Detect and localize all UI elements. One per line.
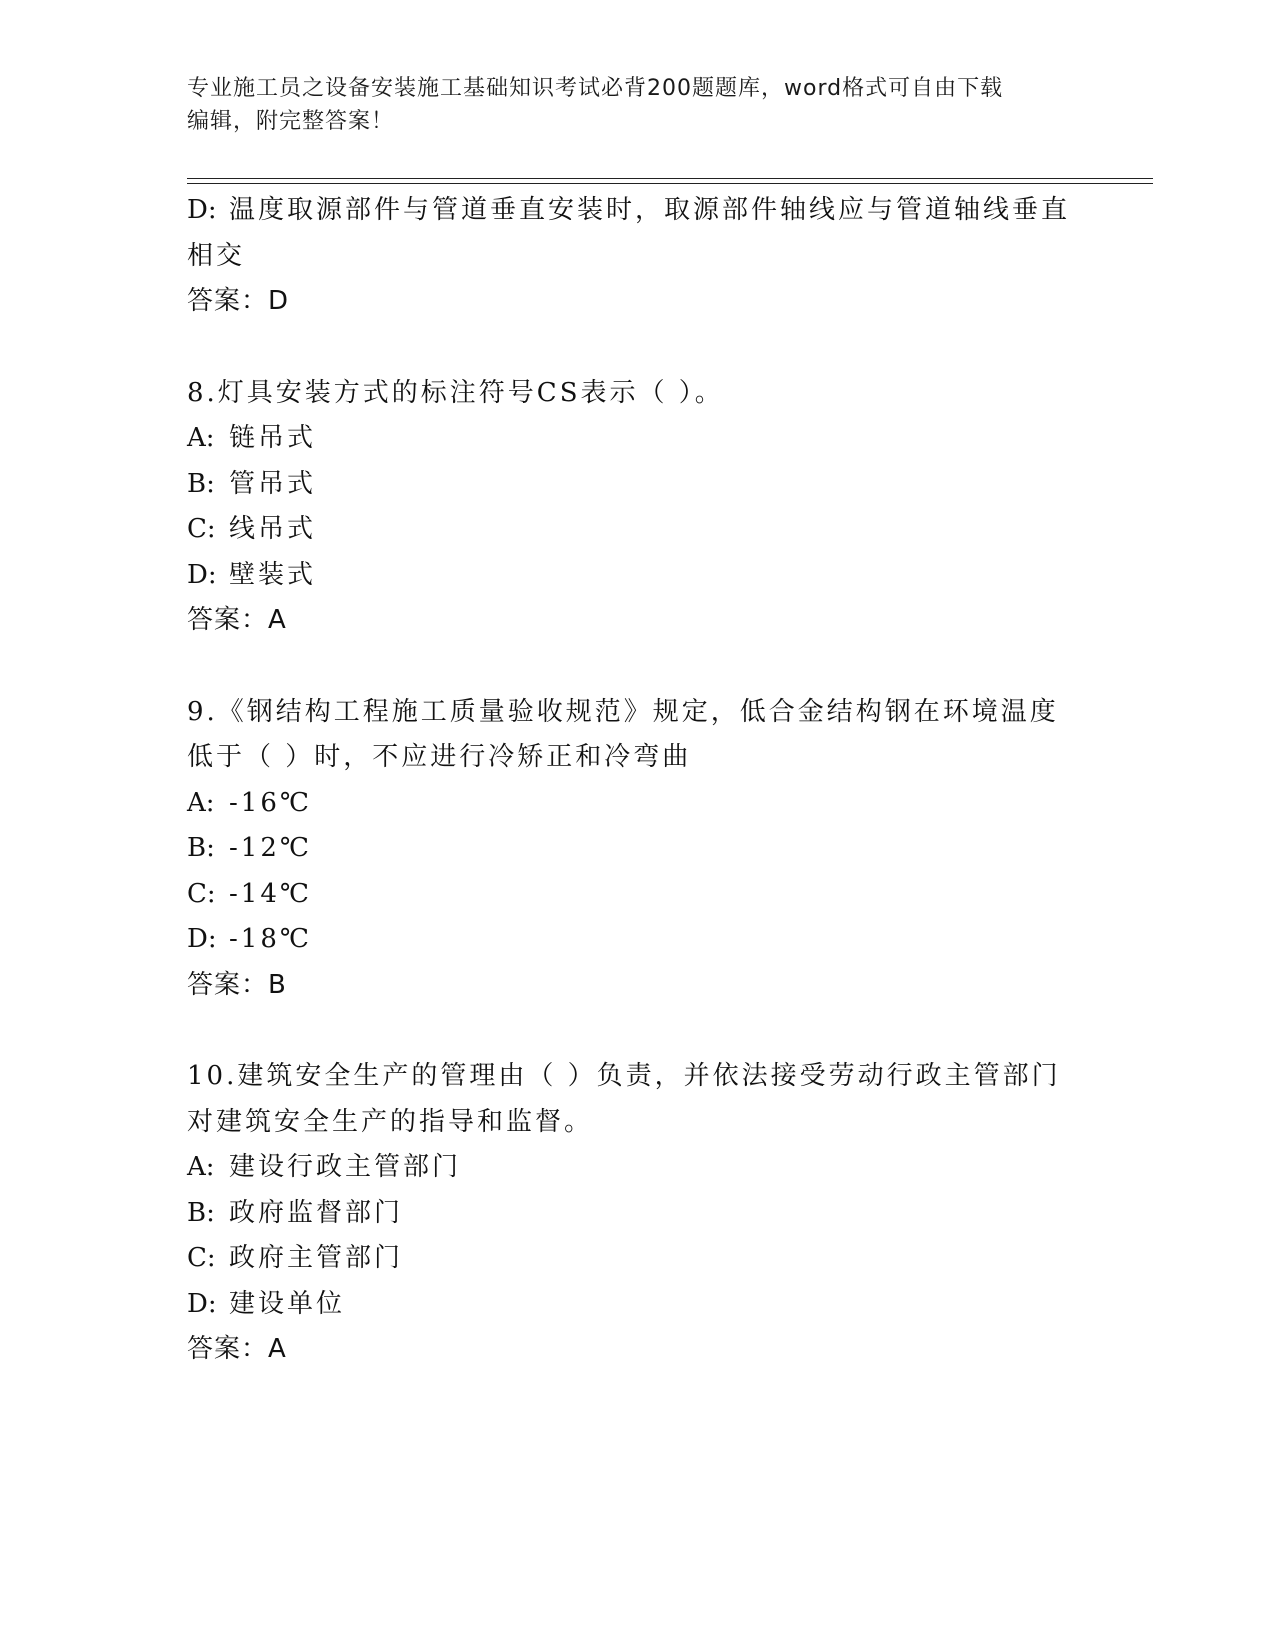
header-title-line-2: 编辑，附完整答案！	[187, 109, 395, 134]
option-a	[187, 781, 1087, 827]
option-c	[187, 1236, 1087, 1282]
option-text: 建设单位	[229, 1288, 346, 1319]
option-label: D:	[187, 559, 217, 590]
option-label: A:	[187, 423, 215, 453]
option-b	[187, 462, 1087, 508]
question-stem: 8.灯具安装方式的标注符号CS表示（ ）。	[187, 377, 724, 408]
option-c	[187, 872, 1087, 918]
option-a	[187, 1145, 1087, 1191]
carryover-option-d-continued: 相交	[187, 240, 246, 271]
option-d	[187, 1282, 1087, 1328]
option-text: 温度取源部件与管道垂直安装时，取源部件轴线应与管道轴线垂直	[229, 195, 1071, 225]
option-text: -18℃	[229, 924, 312, 954]
option-label: A:	[187, 787, 215, 818]
option-text: 管吊式	[229, 468, 317, 499]
option-label: B:	[187, 833, 215, 863]
question-8	[187, 371, 1087, 644]
answer: 答案：A	[187, 605, 287, 635]
document-header	[187, 72, 1067, 138]
option-text: 政府监督部门	[229, 1197, 404, 1228]
option-label: D:	[187, 195, 217, 225]
spacer	[187, 644, 1087, 690]
option-c	[187, 507, 1087, 553]
carryover-answer: 答案：D	[187, 286, 290, 316]
question-content	[187, 188, 1087, 1373]
option-label: D:	[187, 924, 217, 954]
question-stem-continued: 低于（ ）时，不应进行冷矫正和冷弯曲	[187, 742, 692, 772]
spacer	[187, 325, 1087, 371]
option-label: C:	[187, 1243, 216, 1273]
option-b	[187, 1191, 1087, 1237]
question-stem: 10.建筑安全生产的管理由（ ）负责，并依法接受劳动行政主管部门	[187, 1061, 1061, 1091]
carryover-option-d	[187, 188, 1087, 234]
header-divider-bottom	[187, 183, 1153, 184]
header-title-line-1: 专业施工员之设备安装施工基础知识考试必背200题题库，word格式可自由下载	[187, 76, 1004, 101]
option-a	[187, 416, 1087, 462]
option-text: 壁装式	[229, 559, 317, 590]
option-label: C:	[187, 514, 216, 544]
option-b	[187, 826, 1087, 872]
option-label: B:	[187, 468, 215, 499]
question-10	[187, 1054, 1087, 1373]
option-text: 链吊式	[229, 423, 317, 453]
option-text: -14℃	[229, 878, 312, 909]
option-d	[187, 917, 1087, 963]
answer: 答案：A	[187, 1334, 287, 1364]
option-d	[187, 553, 1087, 599]
option-label: D:	[187, 1288, 217, 1319]
spacer	[187, 1008, 1087, 1054]
question-stem-continued: 对建筑安全生产的指导和监督。	[187, 1106, 594, 1137]
option-text: 线吊式	[229, 514, 317, 544]
option-text: 政府主管部门	[229, 1243, 404, 1273]
option-label: B:	[187, 1197, 215, 1228]
header-divider-top	[187, 178, 1153, 179]
option-text: -16℃	[229, 787, 312, 818]
option-text: 建设行政主管部门	[229, 1152, 462, 1182]
answer: 答案：B	[187, 969, 287, 1000]
option-label: C:	[187, 878, 216, 909]
option-label: A:	[187, 1152, 215, 1182]
option-text: -12℃	[229, 833, 312, 863]
question-9	[187, 690, 1087, 1009]
question-stem: 9.《钢结构工程施工质量验收规范》规定，低合金结构钢在环境温度	[187, 696, 1059, 727]
